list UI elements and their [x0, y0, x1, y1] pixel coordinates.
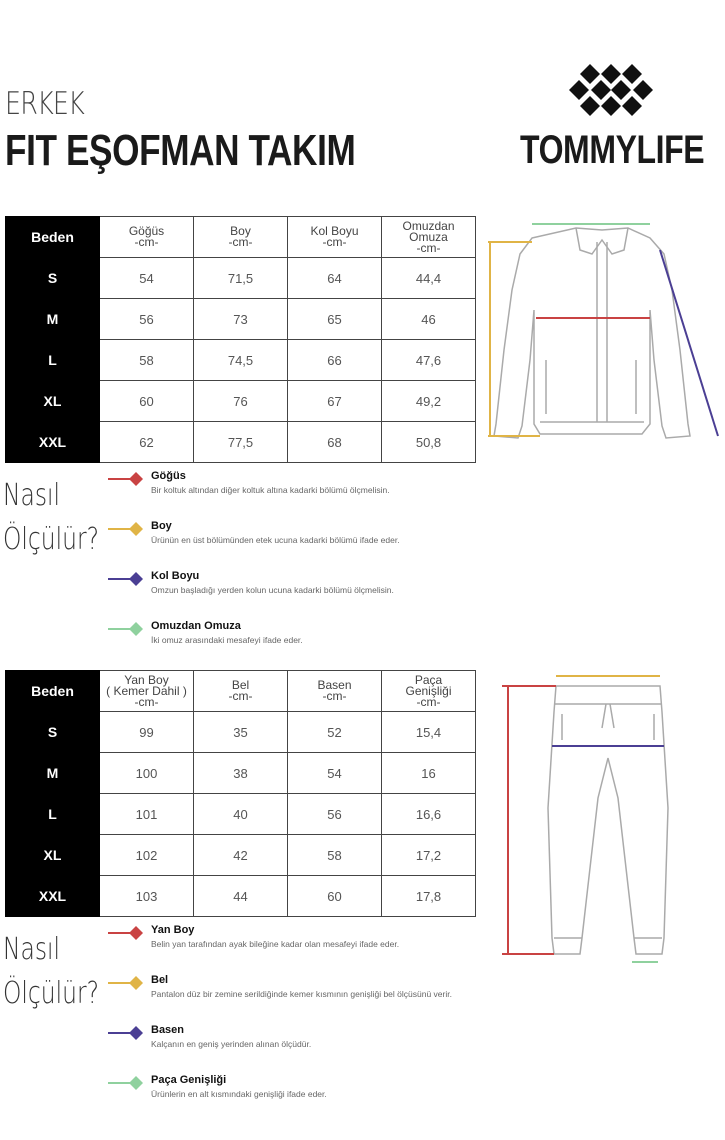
- size-label: M: [6, 753, 100, 794]
- table-cell: 38: [194, 753, 288, 794]
- size-label: XL: [6, 835, 100, 876]
- legend-item: [108, 1074, 468, 1124]
- sleeve-measure-line: [660, 250, 718, 436]
- size-label: L: [6, 794, 100, 835]
- table-cell: 47,6: [382, 340, 476, 381]
- measure-column-header: Paça Genişliği -cm-: [382, 671, 476, 712]
- table-cell: 67: [288, 381, 382, 422]
- size-row: [6, 835, 476, 876]
- legend-description: Ürünün en üst bölümünden etek ucuna kadarki bölümü ifade eder.: [151, 535, 400, 545]
- measure-column-header: Göğüs -cm-: [100, 217, 194, 258]
- size-label: S: [6, 712, 100, 753]
- how-to-line1: Nasıl: [3, 932, 61, 967]
- table-cell: 56: [100, 299, 194, 340]
- table-cell: 49,2: [382, 381, 476, 422]
- table-cell: 65: [288, 299, 382, 340]
- table-cell: 56: [288, 794, 382, 835]
- table-cell: 54: [288, 753, 382, 794]
- how-to-measure-heading: [3, 474, 99, 562]
- measure-column-header: Kol Boyu -cm-: [288, 217, 382, 258]
- table-cell: 73: [194, 299, 288, 340]
- size-label: XXL: [6, 876, 100, 917]
- legend-description: Kalçanın en geniş yerinden alınan ölçüdür.: [151, 1039, 312, 1049]
- legend-title: Paça Genişliği: [151, 1074, 227, 1086]
- category-subtitle: ERKEK: [5, 86, 85, 122]
- table-cell: 35: [194, 712, 288, 753]
- legend-description: Pantalon düz bir zemine serildiğinde kemer kısmının genişliği bel ölçüsünü verir.: [151, 989, 452, 999]
- legend-item: [108, 520, 468, 570]
- legend-item: [108, 620, 468, 670]
- size-label: L: [6, 340, 100, 381]
- table-cell: 52: [288, 712, 382, 753]
- table-cell: 102: [100, 835, 194, 876]
- legend-item: [108, 570, 468, 620]
- legend-item: [108, 974, 468, 1024]
- table-cell: 60: [288, 876, 382, 917]
- table-cell: 42: [194, 835, 288, 876]
- table-cell: 50,8: [382, 422, 476, 463]
- diamond-marker-icon: [108, 572, 144, 586]
- table-cell: 71,5: [194, 258, 288, 299]
- pants-size-table: [5, 670, 476, 917]
- table-cell: 74,5: [194, 340, 288, 381]
- size-row: [6, 712, 476, 753]
- legend-title: Boy: [151, 520, 172, 532]
- diamond-marker-icon: [108, 1026, 144, 1040]
- table-cell: 62: [100, 422, 194, 463]
- legend-title: Omuzdan Omuza: [151, 620, 241, 632]
- legend-description: İki omuz arasındaki mesafeyi ifade eder.: [151, 635, 303, 645]
- table-cell: 44,4: [382, 258, 476, 299]
- size-row: [6, 299, 476, 340]
- size-row: [6, 753, 476, 794]
- diamond-marker-icon: [108, 926, 144, 940]
- brand-name: TOMMYLIFE: [520, 128, 705, 172]
- how-to-line2: Ölçülür?: [3, 522, 99, 557]
- size-row: [6, 340, 476, 381]
- size-row: [6, 794, 476, 835]
- diamond-marker-icon: [108, 1076, 144, 1090]
- size-row: [6, 876, 476, 917]
- table-cell: 99: [100, 712, 194, 753]
- size-label: XL: [6, 381, 100, 422]
- jacket-measure-legend: [108, 470, 468, 670]
- measure-column-header: Yan Boy ( Kemer Dahil ) -cm-: [100, 671, 194, 712]
- table-cell: 103: [100, 876, 194, 917]
- table-cell: 66: [288, 340, 382, 381]
- table-cell: 100: [100, 753, 194, 794]
- legend-title: Kol Boyu: [151, 570, 200, 582]
- how-to-line1: Nasıl: [3, 478, 61, 513]
- how-to-measure-heading-pants: [3, 928, 99, 1016]
- table-cell: 44: [194, 876, 288, 917]
- measure-column-header: Basen -cm-: [288, 671, 382, 712]
- jacket-size-table: [5, 216, 476, 463]
- size-label: S: [6, 258, 100, 299]
- size-column-header: Beden: [6, 217, 100, 258]
- diamond-marker-icon: [108, 622, 144, 636]
- legend-description: Bir koltuk altından diğer koltuk altına kadarki bölümü ölçmelisin.: [151, 485, 390, 495]
- brand-logo-icon: [568, 64, 654, 116]
- table-cell: 60: [100, 381, 194, 422]
- size-row: [6, 258, 476, 299]
- legend-item: [108, 924, 468, 974]
- size-column-header: Beden: [6, 671, 100, 712]
- how-to-line2: Ölçülür?: [3, 976, 99, 1011]
- size-label: XXL: [6, 422, 100, 463]
- table-cell: 15,4: [382, 712, 476, 753]
- table-cell: 54: [100, 258, 194, 299]
- table-cell: 16: [382, 753, 476, 794]
- page-title: FIT EŞOFMAN TAKIM: [5, 126, 356, 175]
- diamond-marker-icon: [108, 976, 144, 990]
- legend-item: [108, 470, 468, 520]
- table-cell: 46: [382, 299, 476, 340]
- jacket-measurement-illustration: [484, 210, 724, 450]
- legend-description: Ürünlerin en alt kısmındaki genişliği ifade eder.: [151, 1089, 327, 1099]
- measure-column-header: Bel -cm-: [194, 671, 288, 712]
- diamond-marker-icon: [108, 472, 144, 486]
- table-cell: 101: [100, 794, 194, 835]
- table-cell: 77,5: [194, 422, 288, 463]
- legend-description: Omzun başladığı yerden kolun ucuna kadarki bölümü ölçmelisin.: [151, 585, 394, 595]
- legend-item: [108, 1024, 468, 1074]
- size-row: [6, 422, 476, 463]
- legend-title: Basen: [151, 1024, 185, 1036]
- measure-column-header: Boy -cm-: [194, 217, 288, 258]
- table-cell: 68: [288, 422, 382, 463]
- measure-column-header: Omuzdan Omuza -cm-: [382, 217, 476, 258]
- table-cell: 17,8: [382, 876, 476, 917]
- pants-measure-legend: [108, 924, 468, 1124]
- table-cell: 64: [288, 258, 382, 299]
- legend-description: Belin yan tarafından ayak bileğine kadar olan mesafeyi ifade eder.: [151, 939, 400, 949]
- table-cell: 16,6: [382, 794, 476, 835]
- size-label: M: [6, 299, 100, 340]
- table-cell: 40: [194, 794, 288, 835]
- legend-title: Bel: [151, 974, 169, 986]
- table-cell: 58: [288, 835, 382, 876]
- pants-measurement-illustration: [498, 668, 688, 968]
- legend-title: Yan Boy: [151, 924, 195, 936]
- table-cell: 58: [100, 340, 194, 381]
- legend-title: Göğüs: [151, 470, 186, 482]
- diamond-marker-icon: [108, 522, 144, 536]
- table-cell: 17,2: [382, 835, 476, 876]
- size-row: [6, 381, 476, 422]
- table-cell: 76: [194, 381, 288, 422]
